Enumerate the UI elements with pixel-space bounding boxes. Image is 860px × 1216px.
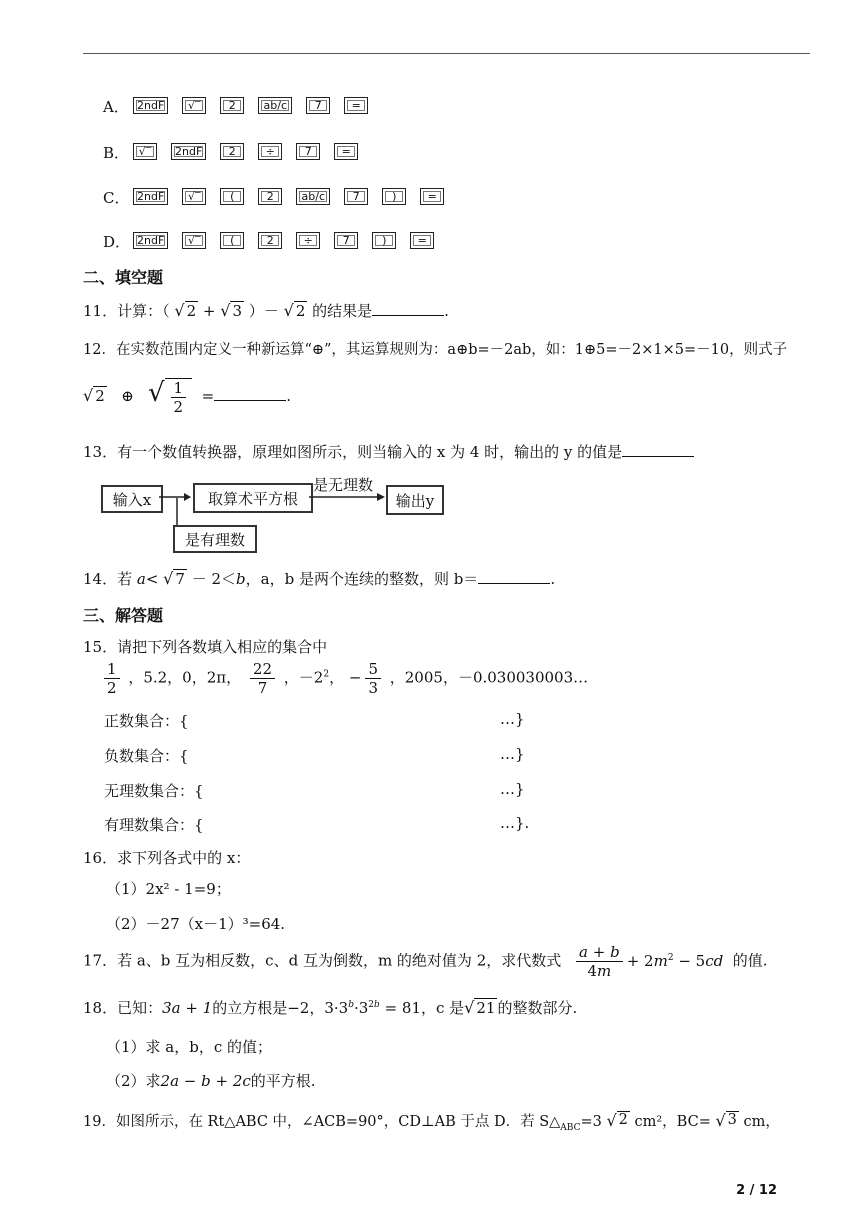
calculator-key: = [344, 97, 368, 114]
flow-root-box: 取算术平方根 [193, 483, 313, 513]
set-end: …} [500, 710, 525, 728]
flow-arrows [0, 0, 860, 560]
q15-nums3: ， [329, 668, 345, 687]
calculator-key: 2 [220, 143, 244, 160]
var-a: a [136, 570, 146, 588]
calculator-key: 7 [344, 188, 368, 205]
frac-1-2: $\frac{1}{2}$ [104, 660, 120, 697]
q18-part1: （1）求 a，b，c 的值； [106, 1038, 273, 1056]
q16-part1: （1）2x² - 1=9； [106, 880, 231, 898]
option-label: A． [103, 98, 129, 116]
calculator-key: ) [382, 188, 406, 205]
set-end: …} [500, 780, 525, 798]
frac-aplusb-4m: $\frac{a + b}{4m}$ [576, 943, 623, 980]
sqrt-half: √ $\frac{1}{2}$ [148, 378, 192, 416]
q11-close: ）－ [248, 302, 279, 320]
calculator-key: 2 [258, 188, 282, 205]
calculator-key: ) [372, 232, 396, 249]
frac-5-3: $\frac{5}{3}$ [365, 660, 381, 697]
calculator-key: ( [220, 232, 244, 249]
sqrt-3: √ 3 [220, 301, 243, 320]
calculator-key: 7 [306, 97, 330, 114]
calculator-key: ÷ [258, 143, 282, 160]
q18-p2post: 的平方根. [250, 1072, 316, 1090]
frac-22-7: $\frac{22}{7}$ [250, 660, 275, 697]
q13-text: 13．有一个数值转换器，原理如图所示，则当输入的 x 为 4 时，输出的 y 的值是 [83, 443, 623, 461]
sqrt-7: √ 7 [163, 569, 185, 588]
q18-part2 [106, 1070, 316, 1091]
answer-blank[interactable] [478, 569, 550, 584]
calculator-key: 2ndF [133, 232, 168, 249]
question-16-title: 16．求下列各式中的 x： [83, 849, 251, 867]
sqrt-21: √ 21 [464, 998, 496, 1017]
q11-post: 的结果是 [312, 302, 373, 320]
flow-output-box: 输出y [386, 485, 444, 515]
q18-pre: 18．已知： [83, 999, 163, 1017]
q18-p2-expr: 2a − b + 2c [160, 1072, 251, 1090]
sqrt-3: √ 3 [715, 1111, 737, 1130]
calculator-key: = [420, 188, 444, 205]
set-name: 正数集合：{ [104, 712, 189, 730]
q17-pre: 17．若 a、b 互为相反数，c、d 互为倒数，m 的绝对值为 2，求代数式 [83, 951, 562, 970]
calculator-key: ab/c [258, 97, 292, 114]
sqrt-2: √ 2 [83, 386, 105, 405]
calculator-key: 7 [296, 143, 320, 160]
q17-post: 的值. [732, 951, 768, 970]
set-end: …} [500, 745, 525, 763]
q15-nums4: ，2005，－0.030030003… [389, 668, 589, 687]
calculator-key: √‾ [182, 232, 206, 249]
q14-end: . [550, 570, 556, 588]
question-19 [83, 1110, 780, 1133]
calculator-key: ab/c [296, 188, 330, 205]
q18-t4: 的整数部分. [497, 999, 578, 1017]
question-12: 12．在实数范围内定义一种新运算“⊕”，其运算规则为：a⊕b=－2ab，如：1⊕5=－2×1×5=－10，则式子 [83, 342, 788, 358]
flow-input-box: 输入x [101, 485, 163, 513]
q19-unit: cm²，BC= [634, 1114, 711, 1130]
q18-t2: 的立方根是−2， [212, 999, 325, 1017]
q19-end: cm， [743, 1114, 780, 1130]
option-label: B． [103, 144, 130, 162]
q14-num: 14．若 [83, 570, 133, 588]
q12-eq: = [201, 387, 215, 405]
question-15-title: 15．请把下列各数填入相应的集合中 [83, 638, 328, 656]
calculator-key: √‾ [182, 188, 206, 205]
sqrt-2: √ 2 [283, 301, 306, 320]
q11-pre: 计算：（ [117, 302, 170, 320]
q14-rest: ，a，b 是两个连续的整数，则 b＝ [245, 570, 479, 588]
q18-p2pre: （2）求 [106, 1072, 161, 1090]
calculator-key: √‾ [182, 97, 206, 114]
calculator-key: 2 [258, 232, 282, 249]
q17-expr: + $2m^2 - 5cd$ [626, 951, 724, 970]
q12-end: . [286, 387, 291, 405]
calculator-key: 2ndF [133, 97, 168, 114]
calculator-key: √‾ [133, 143, 157, 160]
q14-mid: － 2＜ [191, 570, 237, 588]
section-fill-blank-title: 二、填空题 [83, 268, 164, 287]
page-number: 2 / 12 [736, 1183, 777, 1198]
calculator-key: = [410, 232, 434, 249]
calculator-key: 2ndF [133, 188, 168, 205]
option-label: C． [103, 189, 130, 207]
calculator-key: ÷ [296, 232, 320, 249]
question-14: 14．若 a< √ 7 － 2＜b，a，b 是两个连续的整数，则 b＝ . [83, 569, 556, 588]
question-17 [83, 943, 768, 980]
calculator-key: 2ndF [171, 143, 206, 160]
var-b: b [236, 570, 246, 588]
set-name: 负数集合：{ [104, 747, 189, 765]
q15-nums: ，5.2，0，2π， [128, 668, 242, 687]
calculator-key: ( [220, 188, 244, 205]
flow-irrational-label: 是无理数 [313, 476, 374, 494]
q11-number: 11． [83, 302, 118, 320]
sqrt-2: √ 2 [174, 301, 197, 320]
q19-mid: =3 [580, 1114, 602, 1130]
calculator-key: 7 [334, 232, 358, 249]
set-name: 无理数集合：{ [104, 782, 204, 800]
calculator-key: = [334, 143, 358, 160]
question-18: 18．已知：3a + 1的立方根是−2，$3\cdot 3^b\cdot 3^{2b} = 81$，c 是 √ 21 的整数部分. [83, 998, 578, 1017]
option-label: D． [103, 233, 131, 251]
q19-text: 19．如图所示，在 Rt△ABC 中，∠ACB=90°，CD⊥AB 于点 D．若 S△ [83, 1114, 561, 1130]
set-name: 有理数集合：{ [104, 816, 204, 834]
q19-sub: ABC [560, 1122, 581, 1133]
q12-op: ⊕ [121, 387, 134, 405]
calculator-key: 2 [220, 97, 244, 114]
q16-part2: （2）－27（x－1）³=64. [106, 915, 286, 933]
q11-plus: + [202, 302, 216, 320]
q18-t3: ，c 是 [421, 999, 465, 1017]
sqrt-2: √ 2 [606, 1111, 628, 1130]
flow-rational-box: 是有理数 [173, 525, 257, 553]
q11-end: . [444, 302, 449, 320]
q18-expr: 3a + 1 [162, 999, 213, 1017]
question-15-numbers: $\frac{1}{2}$ ，5.2，0，2π， $\frac{22}{7}$ ，$-2^2$， − $\frac{5}{3}$ ，2005，－0.030030003… [100, 660, 588, 697]
section-answer-title: 三、解答题 [83, 606, 164, 625]
set-end: …}. [500, 814, 530, 832]
q15-nums2: ，－2 [283, 668, 324, 687]
